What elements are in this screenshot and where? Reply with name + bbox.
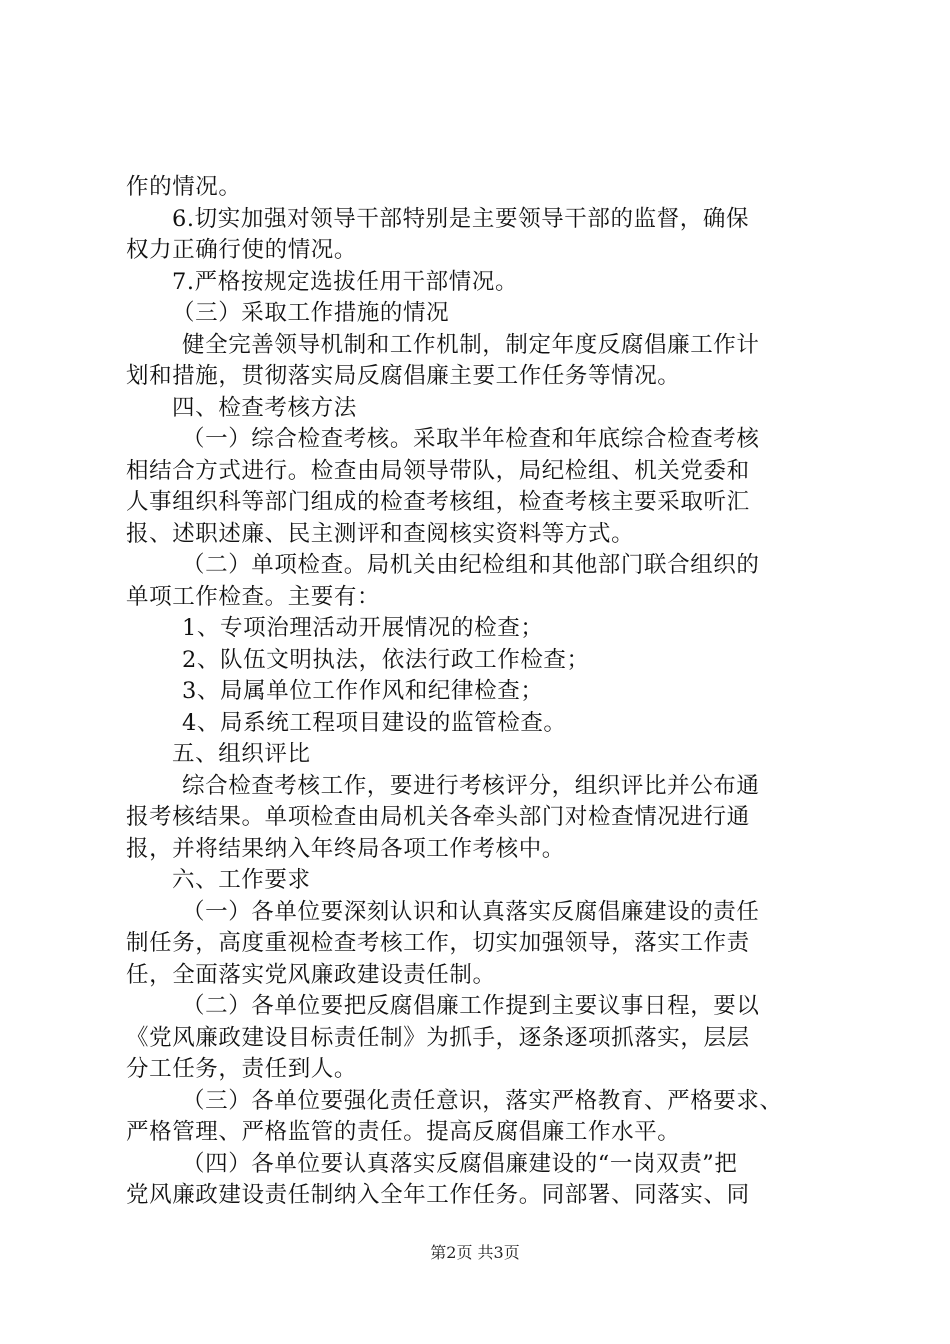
list-item: 4、局系统工程项目建设的监管检查。: [182, 709, 567, 736]
body-line: 健全完善领导机制和工作机制，制定年度反腐倡廉工作计: [182, 331, 760, 358]
body-line: 分工任务，责任到人。: [126, 1056, 358, 1082]
body-line: （一）各单位要深刻认识和认真落实反腐倡廉建设的责任: [182, 898, 760, 925]
body-line: （二）各单位要把反腐倡廉工作提到主要议事日程，要以: [182, 993, 760, 1019]
body-line: 任，全面落实党风廉政建设责任制。: [126, 961, 496, 988]
document-body: [126, 172, 838, 1212]
body-line: 综合检查考核工作，要进行考核评分，组织评比并公布通: [182, 772, 760, 799]
body-line: （一）综合检查考核。采取半年检查和年底综合检查考核: [182, 426, 760, 452]
body-line: 7.严格按规定选拔任用干部情况。: [172, 268, 519, 295]
section-heading: 四、检查考核方法: [172, 394, 357, 421]
body-line: （四）各单位要认真落实反腐倡廉建设的“一岗双责”把: [182, 1150, 738, 1177]
body-line: 人事组织科等部门组成的检查考核组，检查考核主要采取听汇: [126, 489, 750, 515]
page-footer: [0, 1240, 950, 1263]
body-line: 党风廉政建设责任制纳入全年工作任务。同部署、同落实、同: [126, 1182, 750, 1208]
body-line: 报、述职述廉、民主测评和查阅核实资料等方式。: [126, 520, 635, 547]
body-line: 报考核结果。单项检查由局机关各牵头部门对检查情况进行通: [126, 804, 750, 830]
body-line: （二）单项检查。局机关由纪检组和其他部门联合组织的: [182, 552, 760, 578]
body-line: 报，并将结果纳入年终局各项工作考核中。: [126, 835, 565, 862]
body-line: 权力正确行使的情况。: [126, 237, 358, 263]
body-line: 作的情况。: [126, 174, 242, 200]
body-line: 相结合方式进行。检查由局领导带队，局纪检组、机关党委和: [126, 457, 750, 484]
section-heading: 五、组织评比: [172, 741, 311, 767]
body-line: 《党风廉政建设目标责任制》为抓手，逐条逐项抓落实，层层: [126, 1024, 750, 1051]
section-heading: （三）采取工作措施的情况: [172, 300, 450, 326]
body-line: 单项工作检查。主要有：: [126, 583, 381, 610]
body-line: 严格管理、严格监管的责任。提高反腐倡廉工作水平。: [126, 1119, 681, 1145]
list-item: 1、专项治理活动开展情况的检查；: [182, 615, 544, 641]
body-line: 制任务，高度重视检查考核工作，切实加强领导，落实工作责: [126, 930, 750, 956]
body-line: （三）各单位要强化责任意识，落实严格教育、严格要求、: [182, 1087, 783, 1114]
page-indicator: 第2页 共3页: [430, 1243, 520, 1262]
body-line: 划和措施，贯彻落实局反腐倡廉主要工作任务等情况。: [126, 363, 681, 389]
list-item: 3、局属单位工作作风和纪律检查；: [182, 678, 544, 704]
body-line: 6.切实加强对领导干部特别是主要领导干部的监督，确保: [172, 205, 750, 232]
list-item: 2、队伍文明执法，依法行政工作检查；: [182, 646, 590, 673]
section-heading: 六、工作要求: [172, 867, 311, 893]
